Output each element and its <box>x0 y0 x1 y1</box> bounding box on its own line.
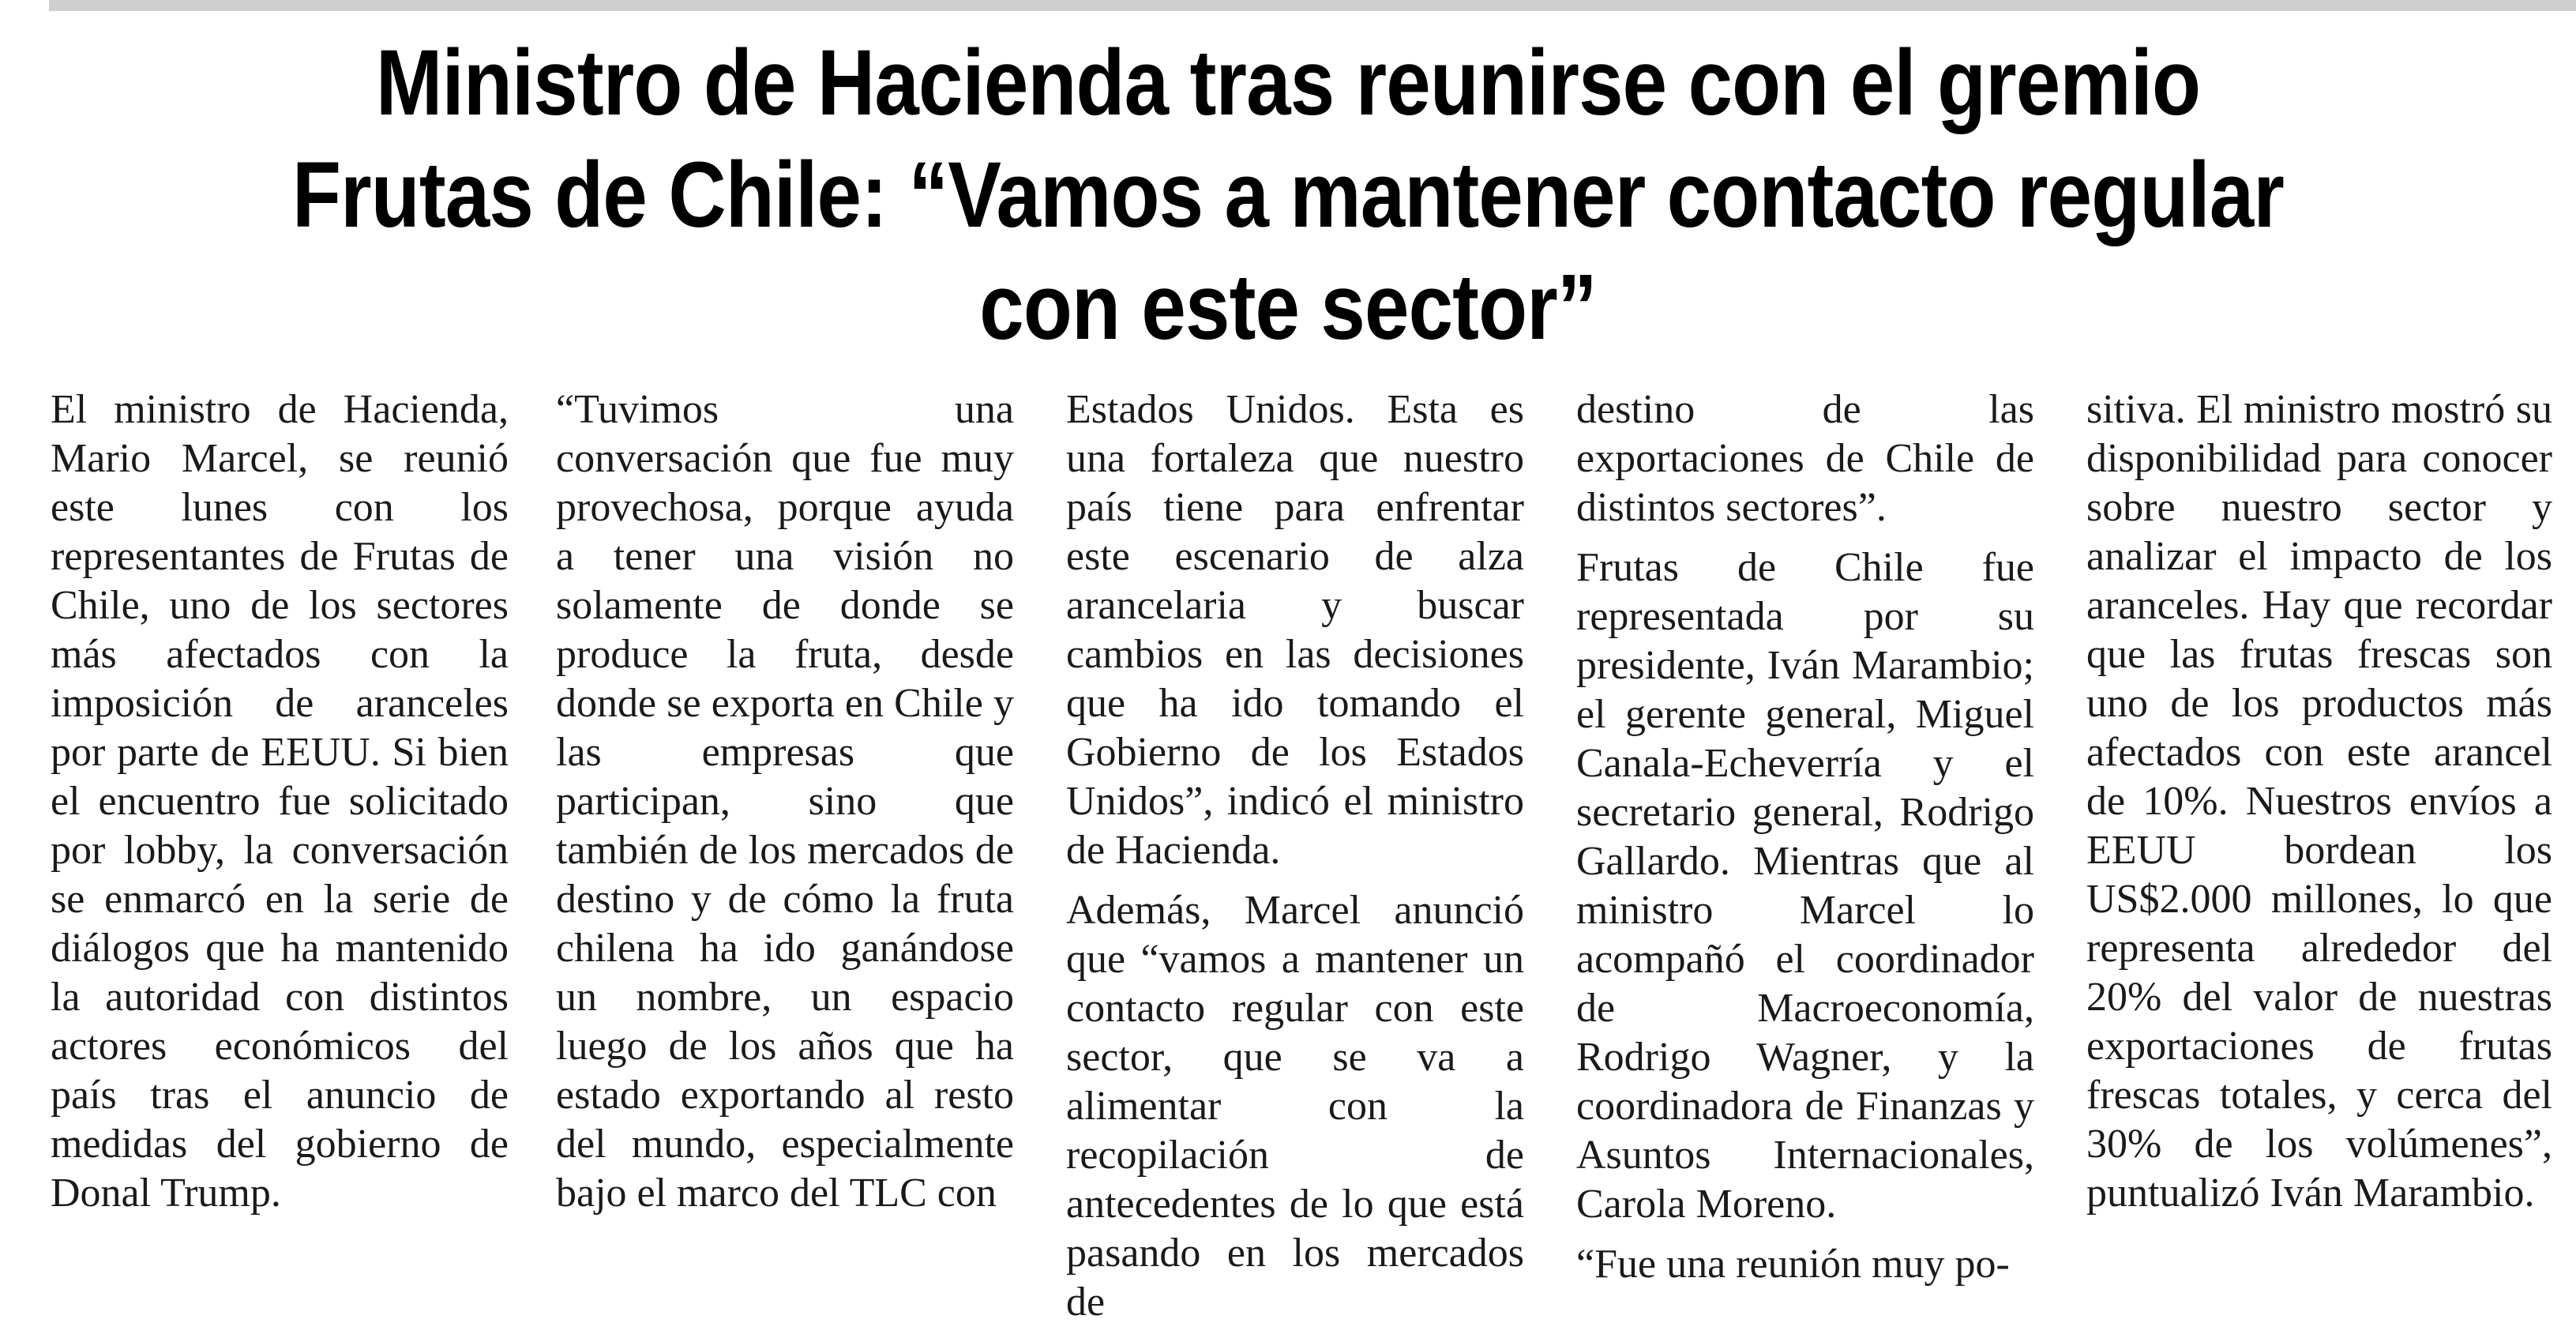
article-column-3 <box>1066 385 1524 1338</box>
headline-line: Frutas de Chile: “Vamos a mantener contacto regular <box>291 143 2285 247</box>
paragraph: Frutas de Chile fue representada por su presidente, Iván Marambio; el gerente general, Miguel Canala-Echeverría y el secretario general, Rodrigo Gallardo. Mientras que al ministro Marcel lo acompañó el coordinador de Macroeconomía, Rodrigo Wagner, y la coordinadora de Finanzas y Asuntos Internacionales, Carola Moreno. <box>1576 545 2034 1227</box>
paragraph: El ministro de Hacienda, Mario Marcel, se reunió este lunes con los representantes de Frutas de Chile, uno de los sectores más afectados con la imposición de aranceles por parte de EEUU. Si bien el encuentro fue solicitado por lobby, la conversación se enmarcó en la serie de diálogos que ha mantenido la autoridad con distintos actores económicos del país tras el anuncio de medidas del gobierno de Donal Trump. <box>51 387 509 1216</box>
article-column-2 <box>556 385 1014 1229</box>
article-body <box>51 385 2570 1325</box>
paragraph: destino de las exportaciones de Chile de distintos sectores”. <box>1576 387 2034 530</box>
paragraph: sitiva. El ministro mostró su disponibilidad para conocer sobre nuestro sector y analizar el impacto de los aranceles. Hay que recordar que las frutas frescas son uno de los productos más afectados con este arancel de 10%. Nuestros envíos a EEUU bordean los US$2.000 millones, lo que representa alrededor del 20% del valor de nuestras exportaciones de frutas frescas totales, y cerca del 30% de los volúmenes”, puntualizó Iván Marambio. <box>2086 387 2552 1216</box>
article-column-4 <box>1576 385 2034 1300</box>
headline-line: Ministro de Hacienda tras reunirse con el gremio <box>375 31 2201 135</box>
headline-line: con este sector” <box>979 255 1597 359</box>
paragraph: “Tuvimos una conversación que fue muy provechosa, porque ayuda a tener una visión no solamente de donde se produce la fruta, desde donde se exporta en Chile y las empresas que participan, sino que también de los mercados de destino y de cómo la fruta chilena ha ido ganándose un nombre, un espacio luego de los años que ha estado exportando al resto del mundo, especialmente bajo el marco del TLC con <box>556 387 1014 1216</box>
article-headline <box>180 27 2395 363</box>
article-column-1 <box>51 385 509 1229</box>
paragraph: Estados Unidos. Esta es una fortaleza que nuestro país tiene para enfrentar este escenario de alza arancelaria y buscar cambios en las decisiones que ha ido tomando el Gobierno de los Estados Unidos”, indicó el ministro de Hacienda. <box>1066 387 1524 873</box>
paragraph: “Fue una reunión muy po- <box>1576 1242 2010 1287</box>
top-divider <box>49 0 2576 11</box>
paragraph: Además, Marcel anunció que “vamos a mantener un contacto regular con este sector, que se va a alimentar con la recopilación de antecedentes de lo que está pasando en los mercados de <box>1066 888 1524 1325</box>
article-column-5 <box>2086 385 2552 1229</box>
